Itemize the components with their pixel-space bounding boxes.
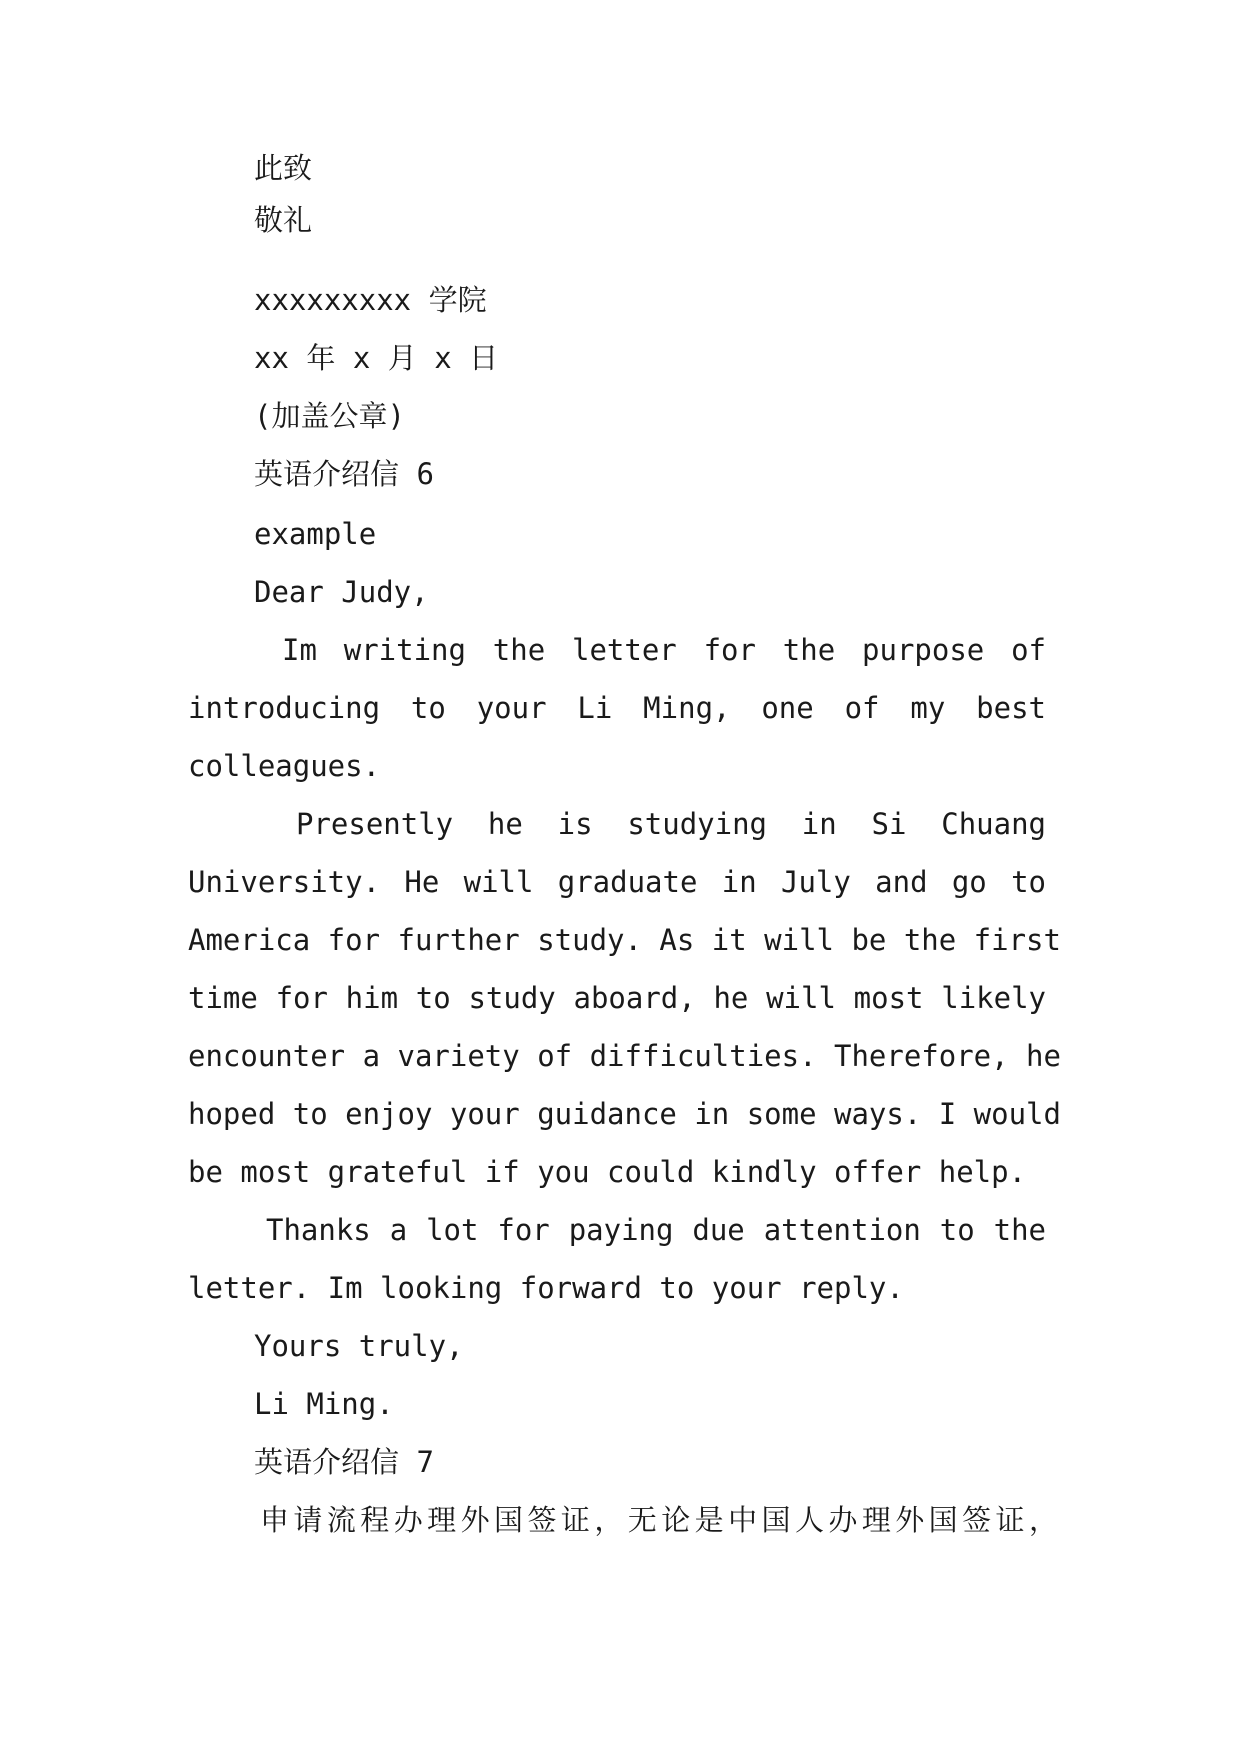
section6-signoff: Yours truly, xyxy=(254,1329,464,1363)
section7-para1-line-1: 申请流程办理外国签证，无论是中国人办理外国签证， xyxy=(260,1503,1060,1537)
closing-institution: xxxxxxxxx 学院 xyxy=(254,283,487,317)
section6-label: example xyxy=(254,517,377,551)
para2-line-3: America for further study. As it will be the first xyxy=(188,923,1061,957)
para2-line-6: hoped to enjoy your guidance in some ways. I would xyxy=(188,1097,1061,1131)
para2-line-4: time for him to study aboard, he will most likely xyxy=(188,981,1046,1015)
para2-line-5: encounter a variety of difficulties. Therefore, he xyxy=(188,1039,1061,1073)
para3-line-1: Thanks a lot for paying due attention to the xyxy=(266,1213,1046,1247)
section6-signature: Li Ming. xyxy=(254,1387,394,1421)
section6-greeting: Dear Judy, xyxy=(254,575,429,609)
closing-stamp-note: (加盖公章) xyxy=(254,399,405,433)
para3-line-2: letter. Im looking forward to your reply. xyxy=(188,1271,904,1305)
closing-salutation-1: 此致 xyxy=(254,151,313,185)
para2-line-1: Presently he is studying in Si Chuang xyxy=(296,807,1046,841)
section7-heading: 英语介绍信 7 xyxy=(254,1445,434,1479)
para1-line-2: introducing to your Li Ming, one of my best xyxy=(188,691,1046,725)
para2-line-2: University. He will graduate in July and go to xyxy=(188,865,1046,899)
para1-line-1: Im writing the letter for the purpose of xyxy=(282,633,1046,667)
closing-salutation-2: 敬礼 xyxy=(254,203,313,237)
closing-date: xx 年 x 月 x 日 xyxy=(254,341,499,375)
para1-line-3: colleagues. xyxy=(188,749,381,783)
section6-heading: 英语介绍信 6 xyxy=(254,457,434,491)
para2-line-7: be most grateful if you could kindly offer help. xyxy=(188,1155,1027,1189)
